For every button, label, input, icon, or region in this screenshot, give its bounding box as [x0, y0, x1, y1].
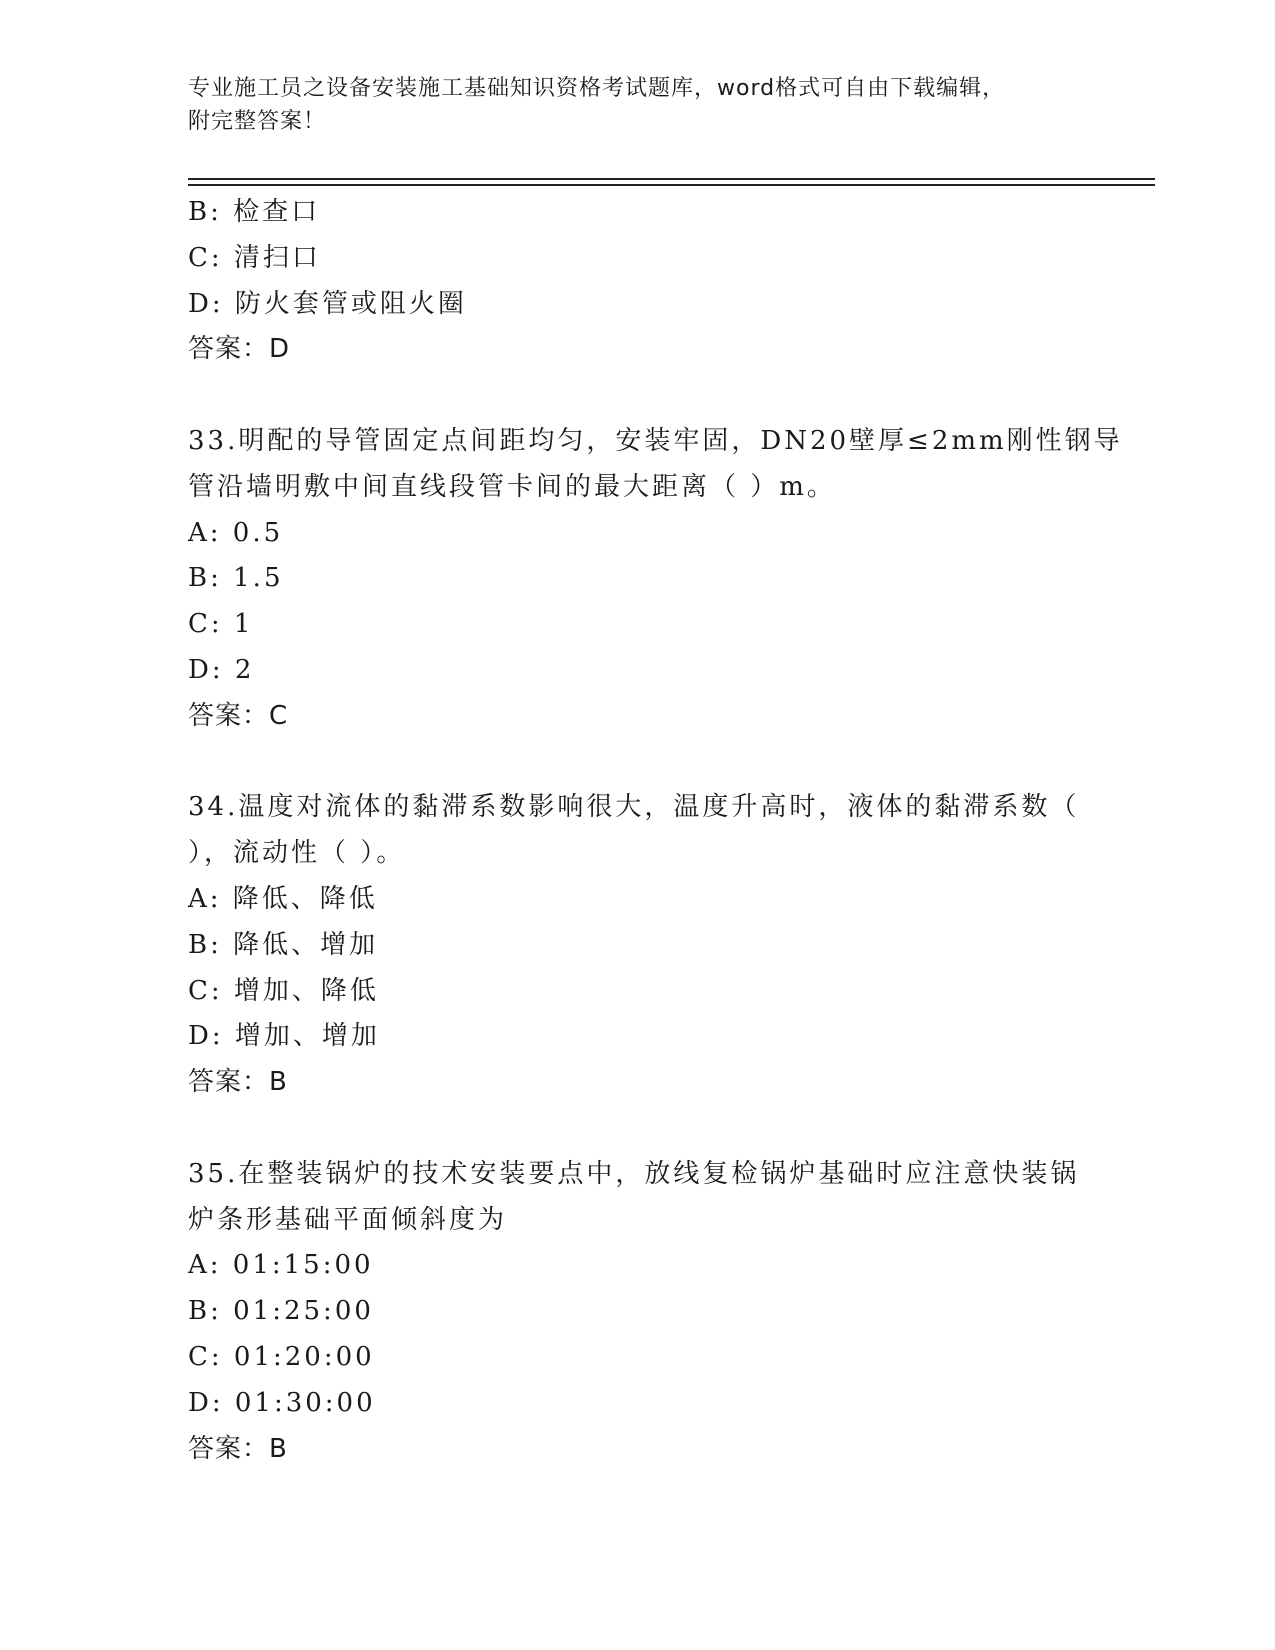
header-rule-bottom [188, 184, 1155, 186]
question-fragment [188, 190, 1148, 373]
option-d: D: 增加、增加 [188, 1021, 380, 1052]
question-text-line: 35.在整装锅炉的技术安装要点中，放线复检锅炉基础时应注意快装锅 [188, 1158, 1080, 1189]
option-d: D: 2 [188, 654, 255, 685]
option-b: B: 检查口 [188, 197, 321, 227]
option-d: D: 01:30:00 [188, 1387, 376, 1418]
question-text-line: 33.明配的导管固定点间距均匀，安装牢固，DN20壁厚≤2mm刚性钢导 [188, 425, 1123, 456]
option-c: C: 清扫口 [188, 242, 321, 273]
document-header [188, 72, 1088, 138]
question-text-line: 管沿墙明敷中间直线段管卡间的最大距离（ ）m。 [188, 471, 836, 502]
option-c: C: 增加、降低 [188, 975, 379, 1006]
question-34 [188, 785, 1148, 1106]
question-text-line: 34.温度对流体的黏滞系数影响很大，温度升高时，液体的黏滞系数（ [188, 792, 1080, 823]
option-a: A: 降低、降低 [188, 883, 378, 914]
option-b: B: 01:25:00 [188, 1296, 374, 1327]
header-rule-top [188, 178, 1155, 180]
question-list [188, 190, 1148, 1472]
answer-line: 答案：D [188, 334, 291, 365]
option-b: B: 1.5 [188, 563, 284, 594]
option-a: A: 0.5 [188, 517, 284, 548]
question-33 [188, 419, 1148, 740]
option-d: D: 防火套管或阻火圈 [188, 288, 467, 319]
option-b: B: 降低、增加 [188, 929, 379, 960]
option-c: C: 1 [188, 609, 254, 640]
header-line-2: 附完整答案！ [188, 109, 327, 134]
answer-line: 答案：B [188, 1433, 288, 1464]
question-35 [188, 1152, 1148, 1473]
question-text-line: ），流动性（ ）。 [188, 838, 406, 869]
option-a: A: 01:15:00 [188, 1250, 374, 1281]
spacer [188, 740, 1148, 786]
answer-line: 答案：C [188, 700, 289, 731]
answer-line: 答案：B [188, 1067, 288, 1098]
spacer [188, 1106, 1148, 1152]
header-line-1: 专业施工员之设备安装施工基础知识资格考试题库，word格式可自由下载编辑， [188, 76, 1006, 101]
question-text-line: 炉条形基础平面倾斜度为 [188, 1204, 508, 1235]
spacer [188, 373, 1148, 419]
option-c: C: 01:20:00 [188, 1341, 375, 1372]
